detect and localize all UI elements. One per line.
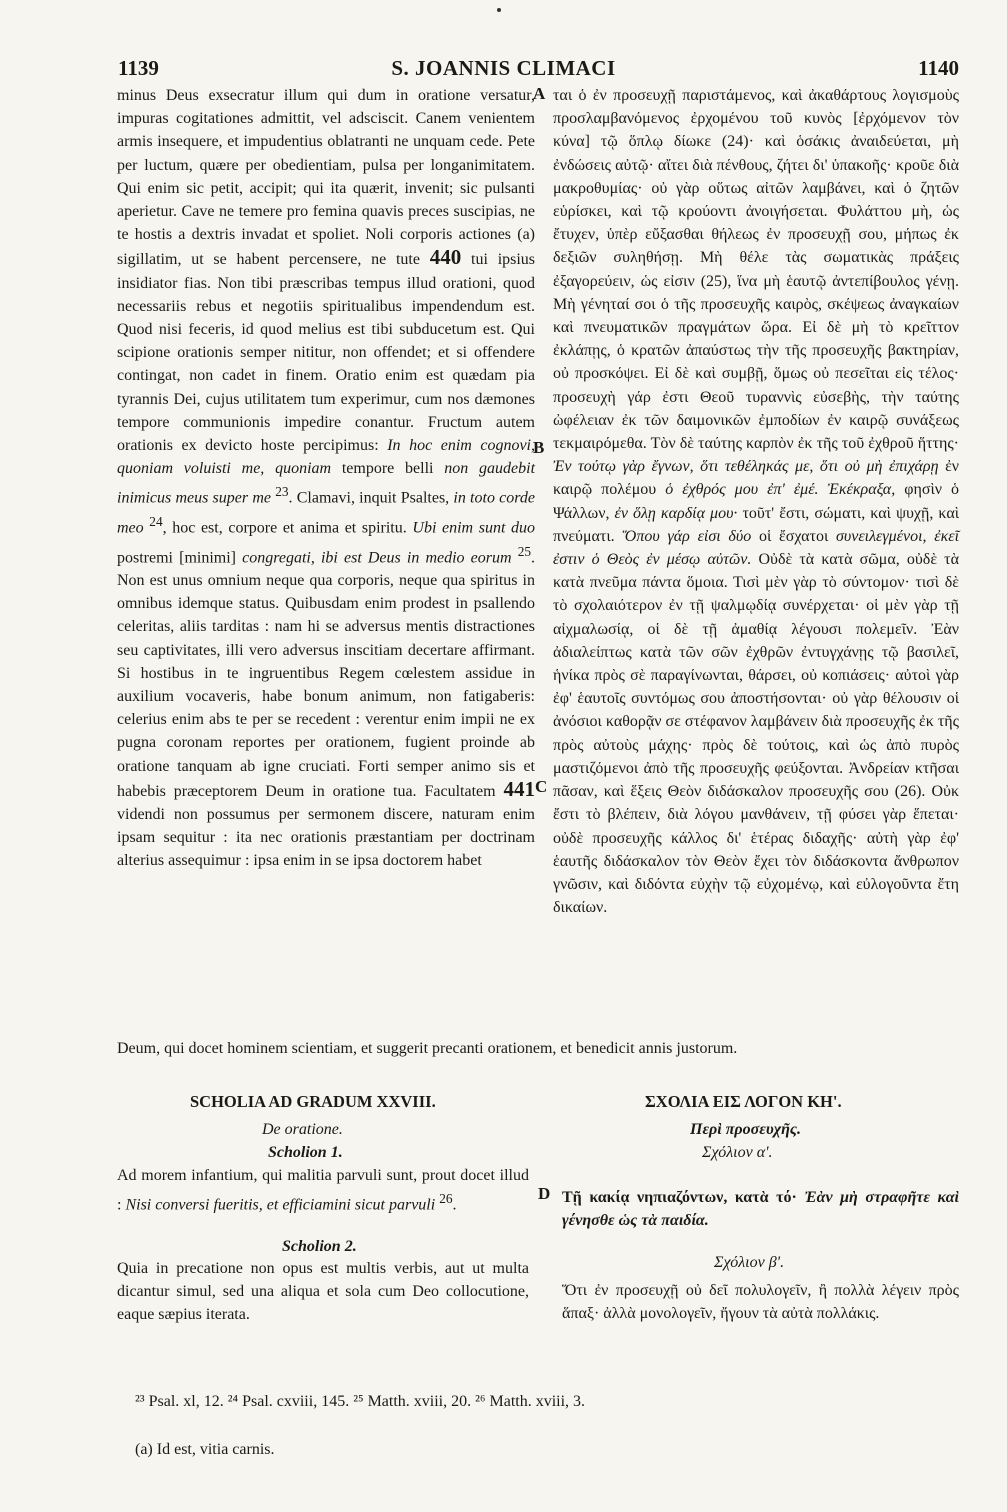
latin-text: tempore belli [341,460,434,478]
greek-quote: Ὅπου γάρ εἰσι δύο [622,527,752,545]
greek-quote: ἐν ὅλῃ καρδίᾳ μου· [614,504,738,522]
footnote-ref: 26 [439,1190,453,1206]
latin-column [117,84,535,873]
greek-quote: συνειλεγμένοι, ἐκεῖ ἐστιν ὁ Θεὸς ἐν μέσῳ αὐτῶν. [553,527,960,569]
latin-quote: congregati, ibi est Deus in medio eorum [242,548,512,566]
greek-text: φησὶν ὁ Ψάλλων, [553,481,960,522]
greek-quote: ὁ ἐχθρός μου ἐπ' ἐμέ. [665,481,819,499]
latin-quote: in toto corde meo [117,489,535,537]
latin-scholion-2-heading: Scholion 2. [282,1238,357,1255]
greek-text: Τῇ κακίᾳ νηπιαζόντων, κατὰ τό· [562,1189,797,1206]
margin-marker-a: A [533,84,546,103]
greek-text: οἱ ἔσχατοι [758,527,829,545]
running-title: S. JOANNIS CLIMACI [391,56,616,80]
right-column-number: 1140 [918,56,959,80]
greek-scholion-2-text: Ὅτι ἐν προσευχῇ οὐ δεῖ πολυλογεῖν, ἢ πολλὰ λέγειν πρὸς ἅπαξ· ἀλλὰ μονολογεῖν, ἤγουν τὰ αὐτὰ πολλάκις. [562,1282,959,1322]
margin-marker-c: C [535,777,548,796]
latin-paragraph [117,84,535,873]
greek-scholion-1-text [562,1187,959,1233]
latin-text: tui ipsius insidiator fias. Non tibi præscribas tempus illud orationi, quod necessariis rebus et negotiis spiritualibus impendendum est. Quod nisi feceris, id quod melius est tibi subducetum est. Qui scipione orationis semper nititur, non offendet; et si offendere contingat, non cadet in finem. Oratio enim est quædam pia tyrannis Dei, cujus utilitatem tum experimur, cum nos dæmones tempore communionis impedire conantur. Fructum autem orationis ex devicto hoste percipimus: [117,251,536,455]
latin-quote: In hoc enim cognovi, quoniam voluisti me, quoniam [117,437,535,478]
greek-scholion-2-heading: Σχόλιον β'. [714,1254,785,1271]
inline-column-number: 441 [503,776,536,801]
latin-text: videndi non possumus per sermonem discere, naturam enim ipsam sequitur : ita nec orationis præstantiam per doctrinam alterius assequimur : ipsa enim in se ipsa doctorem habet [117,806,535,870]
footnote-ref: 25 [517,543,532,559]
footnote-ref: 23 [275,484,289,500]
greek-quote: Ἐκέκραξα, [827,481,896,499]
left-column-number: 1139 [118,56,159,80]
latin-scholion-2-text: Quia in precatione non opus est multis verbis, aut ut multa dicantur simul, sed una aliqua et sola cum Deo collocutione, eaque sæpius iterata. [117,1260,529,1323]
footnote-references: ²³ Psal. xl, 12. ²⁴ Psal. cxviii, 145. ²⁵ Matth. xviii, 20. ²⁶ Matth. xviii, 3. [135,1393,586,1410]
latin-quote: Ubi enim sunt duo [412,519,536,537]
greek-scholion-1-heading: Σχόλιον α'. [702,1144,773,1161]
margin-marker-b: B [533,438,545,457]
greek-quote: Ἐν τούτῳ γὰρ ἔγνων, ὅτι τεθέληκάς με, ὅτι οὐ μὴ ἐπιχάρῃ [553,458,939,476]
greek-quote: Ἐὰν μὴ στραφῆτε καὶ γένησθε ὡς τὰ παιδία. [562,1189,959,1229]
greek-text: τοῦτ' ἔστι, σώματι, καὶ ψυχῇ, καὶ πνεύματι. [553,504,960,545]
latin-text: , hoc est, corpore et anima et spiritu. [162,519,407,537]
footnote-ref: 24 [149,513,163,529]
latin-text: . Non est unus omnium neque qua corporis, neque qua spiritus in omnibus idemque status. Quibusdam enim prodest in psallendo celeritas, aliis tarditas : nam hi se adversus mentis distractiones seu captivitates, illi vero adversus inscitiam decertare affirmant. Si hostibus in te ingruentibus Regem cœlestem assidue in auxilium vocaveris, habe bonum animum, non fatigaberis: celerius enim abs te per se recedent : verentur enim impii ne ex pugna coronam reportes per orationem, fugient proinde ab oratione tanquam ab igne cruciati. Forti semper animo sis et habebis præceptorem Deum in oratione tua. Facultatem [117,548,536,800]
latin-scholia-title: SCHOLIA AD GRADUM XXVIII. [190,1092,436,1111]
latin-text: postremi [minimi] [117,548,236,566]
latin-text: . [452,1196,457,1214]
latin-continuation-line: Deum, qui docet hominem scientiam, et suggerit precanti orationem, et benedicit annis justorum. [117,1040,738,1057]
greek-text: ται ὁ ἐν προσευχῇ παριστάμενος, καὶ ἀκαθάρτους λογισμοὺς προσλαμβανόμενος ἐρχομένου τοῦ κυνὸς [ἐρχόμενον τὸν κύνα] τῷ ὅπλῳ δίωκε (24)· καὶ ὁσάκις ἀναιδεύεται, μὴ ἐνδώσεις αὐτῷ· αἴτει διὰ πένθους, ζήτει δι' ὑπακοῆς· κροῦε διὰ μακροθυμίας· οὐ γὰρ οὕτως αἰτῶν λαμβάνει, καὶ ὁ ζητῶν εὑρίσκει, καὶ τῷ κρούοντι ἀνοιγήσεται. Φυλάττου μὴ, ὡς ἔτυχεν, ὑπὲρ εὔξασθαι θήλεως ἐν προσευχῇ σου, μήπως ἐκ δεξιῶν συληθήσῃ. Μὴ θέλε τὰς σωματικὰς πράξεις ἐξαγορεύειν, ὡς εἰσιν (25), ἵνα μὴ ἑαυτῷ ἀντεπίβουλος γένῃ. Μὴ γένηταί σοι ὁ τῆς προσευχῆς καιρὸς, σκέψεως ἀναγκαίων καὶ πνευματικῶν πραγμάτων ὥρα. Εἰ δὲ μὴ τὸ κρεῖττον ἐκλάπῃς, ὁ κρατῶν ἀπαύστως τὴν τῆς προσευχῆς βακτηρίαν, οὐ προσκόψει. Εἰ δὲ καὶ συμβῇ, ὅμως οὐ πεσεῖται εἰς τέλος· προσευχὴ γάρ ἐστι Θεοῦ τυραννὶς εὐσεβὴς, τὴν ταύτης ὠφέλειαν ἐκ τῶν δαιμονικῶν ἐμποδίων ἐν καιρῷ συνάξεως τεκμαιρόμεθα. Τὸν δὲ ταύτης καρπὸν ἐκ τῆς τοῦ ἐχθροῦ ἥττης· [553,87,959,453]
latin-text: . Clamavi, inquit Psaltes, [288,489,450,507]
greek-column [553,84,959,919]
latin-scholia-subtitle: De oratione. [262,1121,343,1138]
latin-quote: Nisi conversi fueritis, et efficiamini sicut parvuli [125,1196,436,1214]
footnote-a: (a) Id est, vitia carnis. [135,1441,275,1458]
greek-text: Οὐδὲ τὰ κατὰ σῶμα, οὐδὲ τὰ κατὰ πνεῦμα πάντα ὅμοια. Τισὶ μὲν γὰρ τὸ σύντομον· τισὶ δὲ τὸ σχολαιότερον ἐν τῇ ψαλμῳδίᾳ συνέρχεται· οἱ μὲν γὰρ τῇ αἰχμαλωσίᾳ, οἱ δὲ τῇ ἀμαθίᾳ λέγουσι πολεμεῖν. Ἐὰν ἀδιαλείπτως κατὰ τῶν σῶν ἐχθρῶν ἐντυγχάνῃς τῷ βασιλεῖ, ἡνίκα πρὸς σὲ παραγίνωνται, θάρσει, οὐ κοπιάσεις· αὐτοὶ γὰρ ἐφ' ἑαυτοῖς συντόμως σου ἀποστήσονται· οὐ γὰρ θέλουσιν οἱ ἀνόσιοι καθορᾷν σε στέφανον λαμβάνειν διὰ προσευχῆς ἐκ τῆς πρὸς αὐτοὺς μάχης· πρὸς δὲ τούτοις, καὶ ὡς ἀπὸ πυρὸς μαστιζόμενοι ἀπὸ τῆς προσευχῆς φεύξονται. Ἀνδρείαν κτῆσαι πᾶσαν, καὶ ἕξεις Θεὸν διδάσκαλον προσευχῆς σου (26). Οὐκ ἔστι τὸ βλέπειν, διὰ λόγου μανθάνειν, τῇ φύσει γὰρ ἕπεται· οὐδὲ προσευχῆς κάλλος δι' ἑτέρας διδαχῆς· αὐτὴ γὰρ ἐφ' ἑαυτῆς διδάσκαλον τὸν Θεὸν ἔχει τὸν διδάσκοντα ἄνθρωπον γνῶσιν, καὶ διδόντα εὐχὴν τῷ εὐχομένῳ, καὶ εὐλογοῦντα ἔτη δικαίων. [553,551,959,917]
greek-scholia-subtitle: Περὶ προσευχῆς. [690,1121,802,1138]
margin-marker-d: D [538,1184,551,1203]
inline-column-number: 440 [429,245,462,270]
greek-text: ἐν καιρῷ πολέμου [553,458,960,499]
latin-text: minus Deus exsecratur illum qui dum in oratione versatur, impuras cogitationes admittit, vel adsciscit. Canem venientem armis insequere, et impudentius oblatranti ne unquam cede. Pete per luctum, quære per obedientiam, pulsa per longanimitatem. Qui enim sic petit, accipit; qui ita quærit, invenit; sic pulsanti aperietur. Cave ne temere pro femina quavis preces suscipias, ne te hostis a dextris invadat et spoliet. Noli corporis actiones (a) sigillatim, ut se habent percensere, ne tute [117,87,535,269]
latin-scholion-1-text [117,1165,529,1217]
greek-scholia-title: ΣΧΟΛΙΑ ΕΙΣ ΛΟΓΟΝ ΚΗ'. [645,1092,842,1111]
ink-speck [497,8,501,12]
greek-paragraph [553,84,959,919]
latin-text: Ad morem infantium, qui malitia parvuli sunt, prout docet illud : [117,1167,529,1214]
latin-scholion-1-heading: Scholion 1. [268,1144,343,1161]
latin-quote: non gaudebit inimicus meus super me [117,460,536,507]
